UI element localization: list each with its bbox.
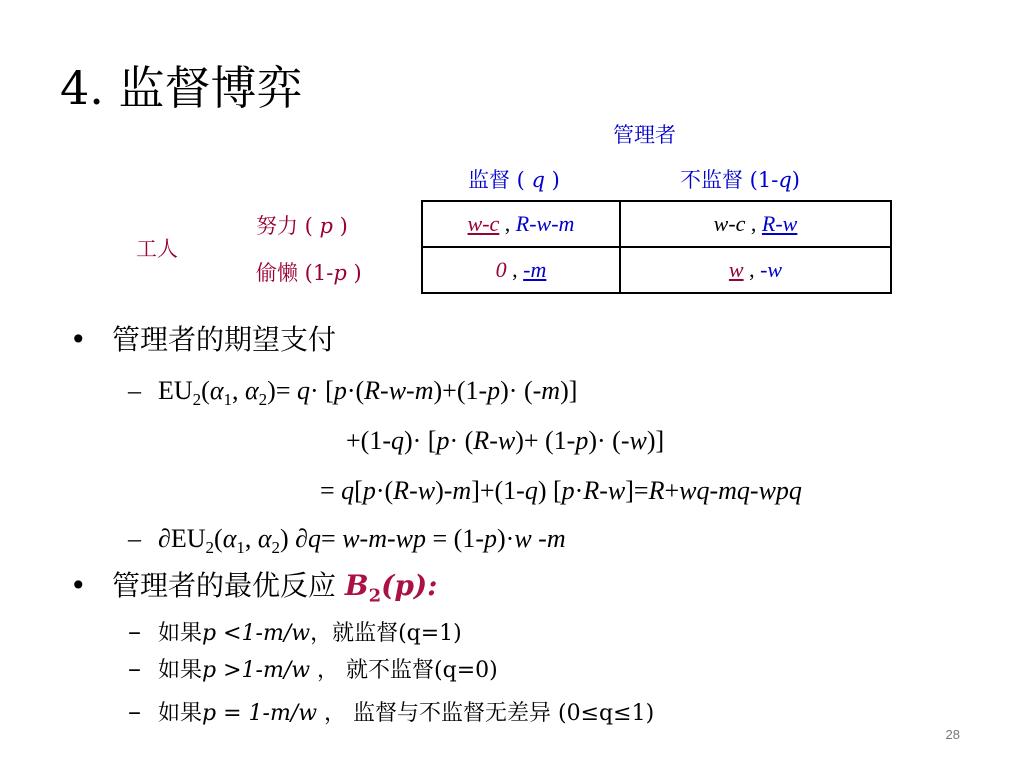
column2-header: 不监督 (1-q) (680, 168, 800, 192)
payoff-cell-shirk-nomonitor: w , -w (620, 247, 891, 293)
row-player-label: 工人 (136, 237, 178, 261)
equation-eu2-line3: = q[p·(R-w)-m]+(1-q) [p·R-w]=R+wq-mq-wpq (320, 476, 802, 505)
condition-no-monitor: – 如果p >1-m/w ， 就不监督(q=0) (128, 654, 498, 684)
bullet-dot: • (70, 569, 87, 602)
slide-title: 4. 监督博弈 (60, 61, 303, 115)
payoff-cell-shirk-monitor: 0 , -m (422, 247, 620, 293)
payoff-cell-effort-nomonitor: w-c , R-w (620, 201, 891, 247)
bullet-best-response: • 管理者的最优反应 $B_2(p)$: (70, 569, 438, 607)
column-player-label: 管理者 (613, 123, 676, 147)
equation-eu2-line2: +(1-q)· [p· (R-w)+ (1-p)· (-w)] (346, 426, 665, 455)
equation-eu2: – $EU_2(\alpha_1$, $\alpha_2)= q\cdot [p\cdot(R-w-m)+(1-p)\cdot (-m)]$ (128, 376, 578, 410)
payoff-row-effort (422, 201, 891, 247)
row1-header: 努力 ( p ) (256, 214, 348, 238)
column1-header: 监督 ( q ) (468, 168, 560, 192)
equation-partial-derivative: – $\partial EU_2(\alpha_1$, $\alpha_2$) ∂q= w-m-wp = (1-p)·w -m (128, 524, 566, 558)
payoff-row-shirk (422, 247, 891, 293)
payoff-matrix (421, 200, 892, 294)
bullet-expected-payoff: • 管理者的期望支付 (70, 323, 337, 356)
page-number: 28 (945, 727, 960, 742)
payoff-cell-effort-monitor: w-c , R-w-m (422, 201, 620, 247)
condition-indifferent: – 如果p = 1-m/w ， 监督与不监督无差异 (0≤q≤1) (128, 697, 655, 727)
bullet-dot: • (70, 323, 87, 356)
row2-header: 偷懒 (1-p ) (256, 261, 362, 285)
condition-monitor: – 如果p <1-m/w，就监督(q=1) (128, 617, 462, 647)
